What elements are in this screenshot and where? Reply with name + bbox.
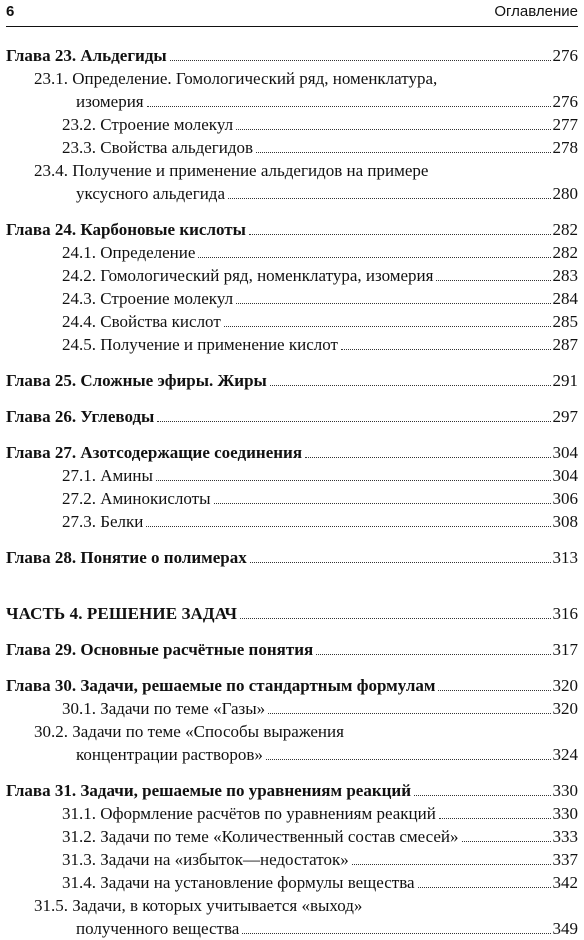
toc-spacer	[6, 625, 578, 638]
toc-entry-title: Глава 28. Понятие о полимерах	[6, 548, 247, 567]
dot-leader	[147, 106, 551, 107]
toc-entry-title: 31.5. Задачи, в которых учитывается «выход»	[34, 896, 363, 915]
toc-page-number: 304	[552, 443, 578, 462]
page-number: 6	[6, 3, 15, 20]
toc-page-number: 320	[552, 676, 578, 695]
toc-entry-title: 31.1. Оформление расчётов по уравнениям реакций	[62, 804, 436, 823]
toc-page-number: 330	[552, 804, 578, 823]
toc-page-number: 276	[552, 46, 578, 65]
toc-entry-title: 31.2. Задачи по теме «Количественный состав смесей»	[62, 827, 459, 846]
toc-section[interactable]	[6, 333, 578, 356]
header-rule	[6, 26, 578, 27]
toc-page-number: 287	[552, 335, 578, 354]
toc-part[interactable]	[6, 602, 578, 625]
toc-entry-title: 31.3. Задачи на «избыток—недостаток»	[62, 850, 349, 869]
toc-entry-title: 27.1. Амины	[62, 466, 153, 485]
toc-spacer	[6, 205, 578, 218]
toc-page-number: 333	[552, 827, 578, 846]
toc-chapter[interactable]	[6, 369, 578, 392]
toc-entry-continuation: изомерия	[76, 92, 144, 111]
toc-page-number: 282	[552, 243, 578, 262]
toc-chapter[interactable]	[6, 44, 578, 67]
toc-entry-title: 23.3. Свойства альдегидов	[62, 138, 254, 157]
toc-page-number: 304	[552, 466, 578, 485]
toc-entry-title: 24.5. Получение и применение кислот	[62, 335, 338, 354]
dot-leader	[157, 421, 550, 422]
toc-entry-title: 24.2. Гомологический ряд, номенклатура, изомерия	[62, 266, 434, 285]
dot-leader	[268, 713, 550, 714]
toc-page-number: 308	[552, 512, 578, 531]
toc-page-number: 330	[552, 781, 578, 800]
toc-section[interactable]	[6, 287, 578, 310]
toc-page-number: 306	[552, 489, 578, 508]
toc-entry-title: 23.1. Определение. Гомологический ряд, номенклатура,	[34, 69, 438, 88]
toc-page-number: 283	[552, 266, 578, 285]
toc-page-number: 278	[552, 138, 578, 157]
toc-entry-title: ЧАСТЬ 4. РЕШЕНИЕ ЗАДАЧ	[6, 604, 238, 623]
toc-entry-title: Глава 26. Углеводы	[6, 407, 155, 426]
table-of-contents	[6, 44, 578, 940]
toc-section[interactable]	[6, 67, 578, 113]
dot-leader	[236, 303, 550, 304]
dot-leader	[156, 480, 551, 481]
toc-chapter[interactable]	[6, 218, 578, 241]
toc-section[interactable]	[6, 264, 578, 287]
toc-spacer	[6, 533, 578, 546]
toc-chapter[interactable]	[6, 638, 578, 661]
toc-entry-title: Глава 25. Сложные эфиры. Жиры	[6, 371, 267, 390]
toc-entry-title: 30.2. Задачи по теме «Способы выражения	[34, 722, 344, 741]
dot-leader	[250, 562, 551, 563]
toc-page-number: 285	[552, 312, 578, 331]
toc-spacer	[6, 569, 578, 602]
toc-page-number: 284	[552, 289, 578, 308]
dot-leader	[352, 864, 551, 865]
toc-section[interactable]	[6, 136, 578, 159]
toc-entry-title: 24.3. Строение молекул	[62, 289, 234, 308]
toc-section[interactable]	[6, 720, 578, 766]
toc-entry-title: Глава 27. Азотсодержащие соединения	[6, 443, 303, 462]
toc-entry-title: 27.2. Аминокислоты	[62, 489, 211, 508]
toc-section[interactable]	[6, 113, 578, 136]
toc-section[interactable]	[6, 697, 578, 720]
toc-page-number: 342	[552, 873, 578, 892]
toc-section[interactable]	[6, 510, 578, 533]
toc-section[interactable]	[6, 894, 578, 940]
dot-leader	[316, 654, 550, 655]
dot-leader	[439, 818, 551, 819]
dot-leader	[256, 152, 550, 153]
toc-entry-title: Глава 24. Карбоновые кислоты	[6, 220, 246, 239]
toc-entry-title: Глава 31. Задачи, решаемые по уравнениям реакций	[6, 781, 412, 800]
toc-page-number: 317	[552, 640, 578, 659]
toc-entry-title: 24.4. Свойства кислот	[62, 312, 221, 331]
dot-leader	[418, 887, 551, 888]
toc-page-number: 349	[552, 919, 578, 938]
dot-leader	[146, 526, 550, 527]
toc-entry-title: 30.1. Задачи по теме «Газы»	[62, 699, 266, 718]
toc-spacer	[6, 428, 578, 441]
dot-leader	[341, 349, 551, 350]
toc-page-number: 316	[552, 604, 578, 623]
toc-entry-title: 23.4. Получение и применение альдегидов на примере	[34, 161, 429, 180]
toc-chapter[interactable]	[6, 779, 578, 802]
toc-entry-continuation: уксусного альдегида	[76, 184, 225, 203]
dot-leader	[198, 257, 550, 258]
dot-leader	[236, 129, 550, 130]
toc-page-number: 280	[552, 184, 578, 203]
toc-entry-continuation: концентрации растворов»	[76, 745, 263, 764]
toc-entry-continuation: полученного вещества	[76, 919, 240, 938]
dot-leader	[224, 326, 551, 327]
toc-entry-title: 24.1. Определение	[62, 243, 196, 262]
toc-entry-title: 23.2. Строение молекул	[62, 115, 234, 134]
toc-entry-title: 27.3. Белки	[62, 512, 144, 531]
toc-page-number: 291	[552, 371, 578, 390]
dot-leader	[462, 841, 551, 842]
dot-leader	[414, 795, 550, 796]
dot-leader	[438, 690, 550, 691]
dot-leader	[228, 198, 551, 199]
dot-leader	[266, 759, 551, 760]
dot-leader	[249, 234, 551, 235]
dot-leader	[305, 457, 550, 458]
toc-entry-title: 31.4. Задачи на установление формулы вещества	[62, 873, 415, 892]
dot-leader	[170, 60, 551, 61]
toc-section[interactable]	[6, 241, 578, 264]
dot-leader	[436, 280, 550, 281]
toc-section[interactable]	[6, 871, 578, 894]
toc-section[interactable]	[6, 159, 578, 205]
toc-page-number: 324	[552, 745, 578, 764]
toc-chapter[interactable]	[6, 405, 578, 428]
toc-section[interactable]	[6, 825, 578, 848]
toc-spacer	[6, 356, 578, 369]
running-title: Оглавление	[494, 3, 578, 20]
toc-entry-title: Глава 30. Задачи, решаемые по стандартным формулам	[6, 676, 436, 695]
dot-leader	[240, 618, 550, 619]
toc-entry-title: Глава 23. Альдегиды	[6, 46, 167, 65]
toc-spacer	[6, 392, 578, 405]
toc-section[interactable]	[6, 310, 578, 333]
toc-spacer	[6, 766, 578, 779]
toc-page-number: 276	[552, 92, 578, 111]
toc-chapter[interactable]	[6, 441, 578, 464]
dot-leader	[214, 503, 551, 504]
toc-section[interactable]	[6, 464, 578, 487]
toc-section[interactable]	[6, 848, 578, 871]
toc-page-number: 282	[552, 220, 578, 239]
toc-page-number: 297	[552, 407, 578, 426]
toc-page-number: 313	[552, 548, 578, 567]
dot-leader	[270, 385, 551, 386]
toc-section[interactable]	[6, 487, 578, 510]
toc-page-number: 277	[552, 115, 578, 134]
toc-chapter[interactable]	[6, 674, 578, 697]
dot-leader	[242, 933, 550, 934]
toc-page-number: 337	[552, 850, 578, 869]
page-header	[6, 0, 578, 26]
toc-entry-title: Глава 29. Основные расчётные понятия	[6, 640, 314, 659]
toc-chapter[interactable]	[6, 546, 578, 569]
toc-section[interactable]	[6, 802, 578, 825]
toc-page-number: 320	[552, 699, 578, 718]
toc-spacer	[6, 661, 578, 674]
